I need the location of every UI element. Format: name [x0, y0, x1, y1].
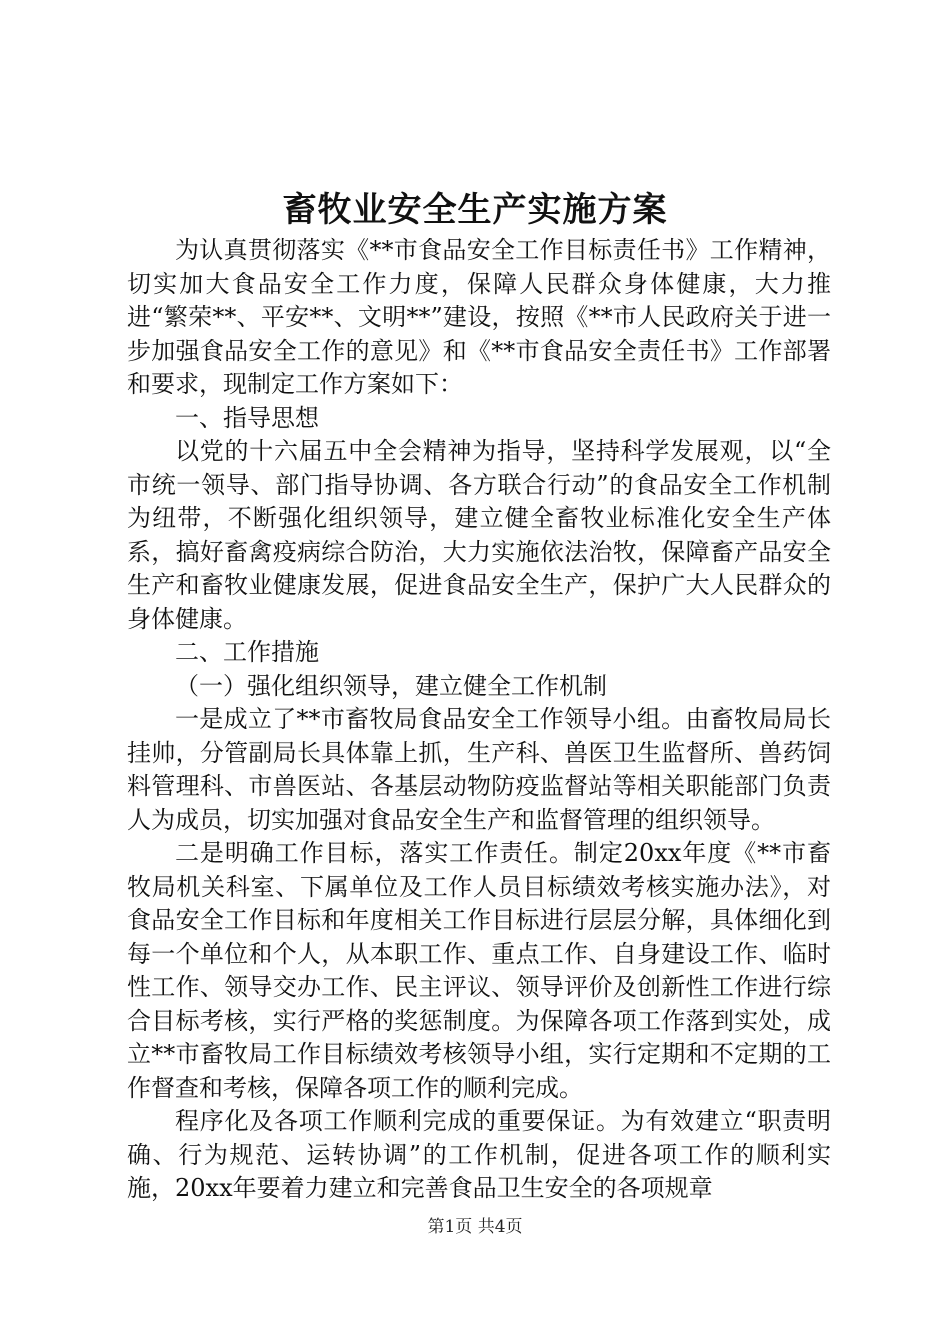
paragraph-guiding-ideology: 以党的十六届五中全会精神为指导，坚持科学发展观，以“全市统一领导、部门指导协调、各方联合行动”的食品安全工作机制为纽带，不断强化组织领导，建立健全畜牧业标准化安全生产体系，搞好畜禽疫病综合防治，大力实施依法治牧，保障畜产品安全生产和畜牧业健康发展，促进食品安全生产，保护广大人民群众的身体健康。	[127, 437, 831, 633]
paragraph-intro: 为认真贯彻落实《**市食品安全工作目标责任书》工作精神，切实加大食品安全工作力度，保障人民群众身体健康，大力推进“繁荣**、平安**、文明**”建设，按照《**市人民政府关于进一步加强食品安全工作的意见》和《**市食品安全责任书》工作部署和要求，现制定工作方案如下：	[127, 236, 831, 398]
document-title: 畜牧业安全生产实施方案	[282, 190, 668, 230]
paragraph-procedures: 程序化及各项工作顺利完成的重要保证。为有效建立“职责明确、行为规范、运转协调”的工作机制，促进各项工作的顺利实施，20xx年要着力建立和完善食品卫生安全的各项规章	[127, 1107, 831, 1202]
heading-work-measures: 二、工作措施	[175, 638, 319, 666]
paragraph-work-targets: 二是明确工作目标，落实工作责任。制定20xx年度《**市畜牧局机关科室、下属单位及工作人员目标绩效考核实施办法》，对食品安全工作目标和年度相关工作目标进行层层分解，具体细化到每一个单位和个人，从本职工作、重点工作、自身建设工作、临时性工作、领导交办工作、民主评议、领导评价及创新性工作进行综合目标考核，实行严格的奖惩制度。为保障各项工作落到实处，成立**市畜牧局工作目标绩效考核领导小组，实行定期和不定期的工作督查和考核，保障各项工作的顺利完成。	[127, 839, 831, 1102]
page-number: 第1页 共4页	[427, 1217, 523, 1237]
document-body	[127, 234, 831, 1206]
subheading-organization: （一）强化组织领导，建立健全工作机制	[175, 671, 607, 700]
heading-guiding-ideology: 一、指导思想	[175, 403, 319, 432]
paragraph-leading-group: 一是成立了**市畜牧局食品安全工作领导小组。由畜牧局局长挂帅，分管副局长具体靠上抓，生产科、兽医卫生监督所、兽药饲料管理科、市兽医站、各基层动物防疫监督站等相关职能部门负责人为成员，切实加强对食品安全生产和监督管理的组织领导。	[127, 705, 831, 834]
